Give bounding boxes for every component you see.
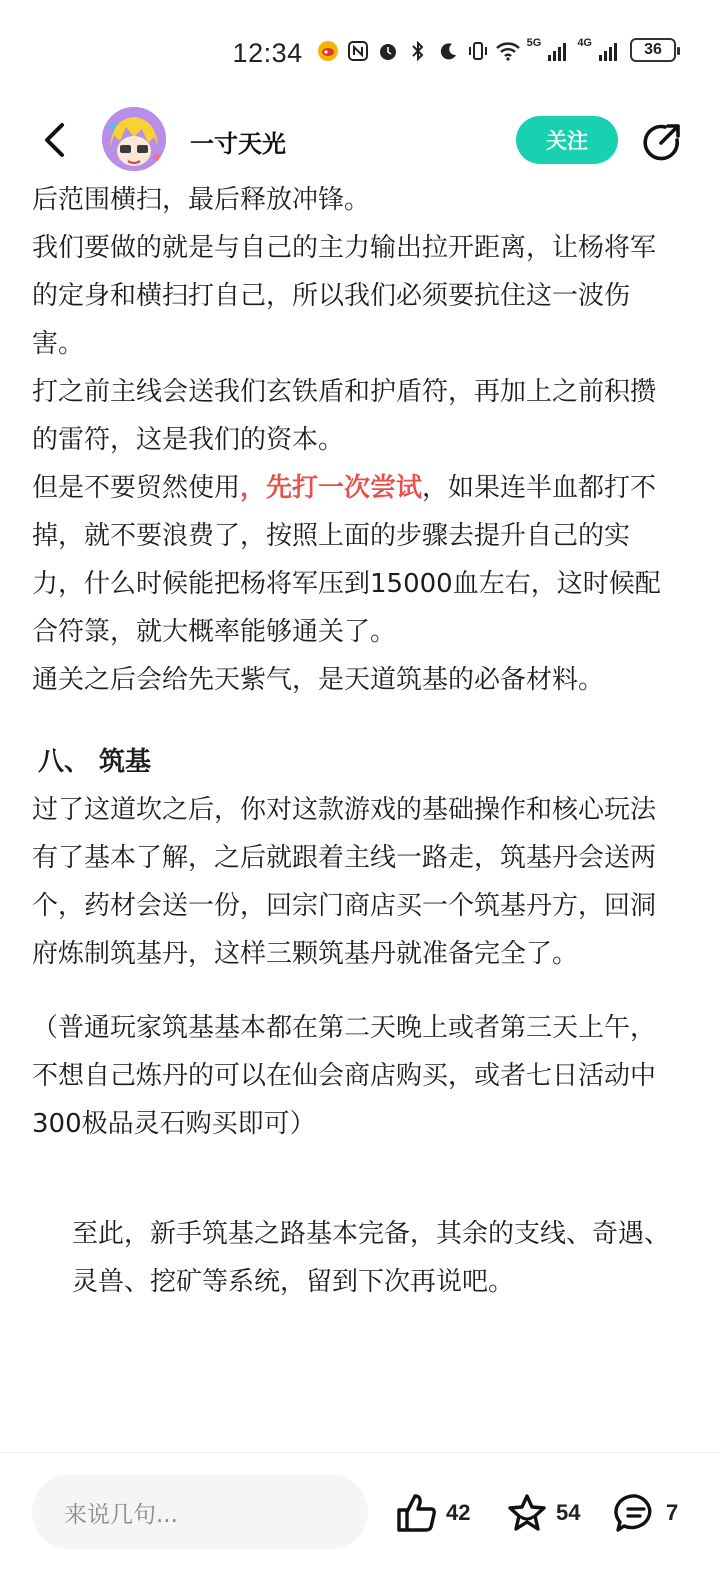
like-count: 42 — [446, 1500, 471, 1525]
signal-5g-icon — [545, 38, 571, 64]
section-title: 八、 筑基 — [38, 747, 152, 777]
back-arrow-icon — [40, 122, 68, 158]
status-bar — [0, 0, 720, 104]
bottom-action-bar — [0, 1452, 720, 1584]
share-button[interactable] — [640, 120, 684, 164]
comment-bubble-icon — [614, 1493, 658, 1533]
network-5g-label: 5G — [526, 37, 542, 49]
paragraph-4-lead: 但是不要贸然使用 — [32, 473, 241, 503]
paragraph-2: 我们要做的就是与自己的主力输出拉开距离，让杨将军的定身和横扫打自己，所以我们必须要抗住这一波伤害。 — [32, 233, 657, 359]
paragraph-7: （普通玩家筑基基本都在第二天晚上或者第三天上午，不想自己炼丹的可以在仙会商店购买，或者七日活动中300极品灵石购买即可） — [32, 1013, 657, 1139]
paragraph-3: 打之前主线会送我们玄铁盾和护盾符，再加上之前积攒的雷符，这是我们的资本。 — [32, 377, 657, 455]
follow-button[interactable]: 关注 — [516, 116, 618, 164]
comment-button[interactable] — [614, 1493, 678, 1533]
wifi-icon — [495, 38, 521, 64]
bluetooth-icon — [405, 38, 431, 64]
weibo-icon — [315, 38, 341, 64]
favorite-button[interactable] — [506, 1493, 580, 1533]
moon-icon — [435, 38, 461, 64]
paragraph-1: 后范围横扫，最后释放冲锋。 — [32, 185, 371, 215]
battery-level: 36 — [644, 41, 662, 58]
paragraph-5: 通关之后会给先天紫气，是天道筑基的必备材料。 — [32, 665, 605, 695]
paragraph-6: 过了这道坎之后，你对这款游戏的基础操作和核心玩法有了基本了解，之后就跟着主线一路走，筑基丹会送两个，药材会送一份，回宗门商店买一个筑基丹方，回洞府炼制筑基丹，这样三颗筑基丹就准备完全了。 — [32, 795, 657, 969]
post-header — [0, 104, 720, 176]
author-name[interactable]: 一寸天光 — [190, 130, 286, 158]
star-icon — [506, 1493, 548, 1533]
nfc-icon — [345, 38, 371, 64]
favorite-count: 54 — [556, 1500, 581, 1525]
battery-indicator — [630, 38, 676, 62]
avatar[interactable] — [102, 107, 166, 171]
share-icon — [641, 121, 683, 163]
back-button[interactable] — [32, 118, 76, 162]
like-button[interactable] — [396, 1493, 470, 1533]
network-4g-label: 4G — [577, 37, 592, 49]
signal-4g-icon — [596, 38, 622, 64]
comment-count: 7 — [666, 1500, 679, 1525]
paragraph-8: 至此，新手筑基之路基本完备，其余的支线、奇遇、灵兽、挖矿等系统，留到下次再说吧。 — [72, 1219, 671, 1297]
paragraph-4-tail: ，如果连半血都打不掉，就不要浪费了，按照上面的步骤去提升自己的实力，什么时候能把杨将军压到15000血左右，这时候配合符箓，就大概率能够通关了。 — [32, 473, 661, 647]
alarm-icon — [375, 38, 401, 64]
thumbs-up-icon — [396, 1493, 438, 1533]
article-body — [32, 176, 672, 1306]
paragraph-4 — [32, 464, 672, 656]
highlighted-text: ，先打一次尝试 — [240, 473, 423, 503]
comment-input[interactable]: 来说几句... — [32, 1475, 368, 1549]
vibrate-icon — [465, 38, 491, 64]
status-time: 12:34 — [232, 38, 303, 68]
